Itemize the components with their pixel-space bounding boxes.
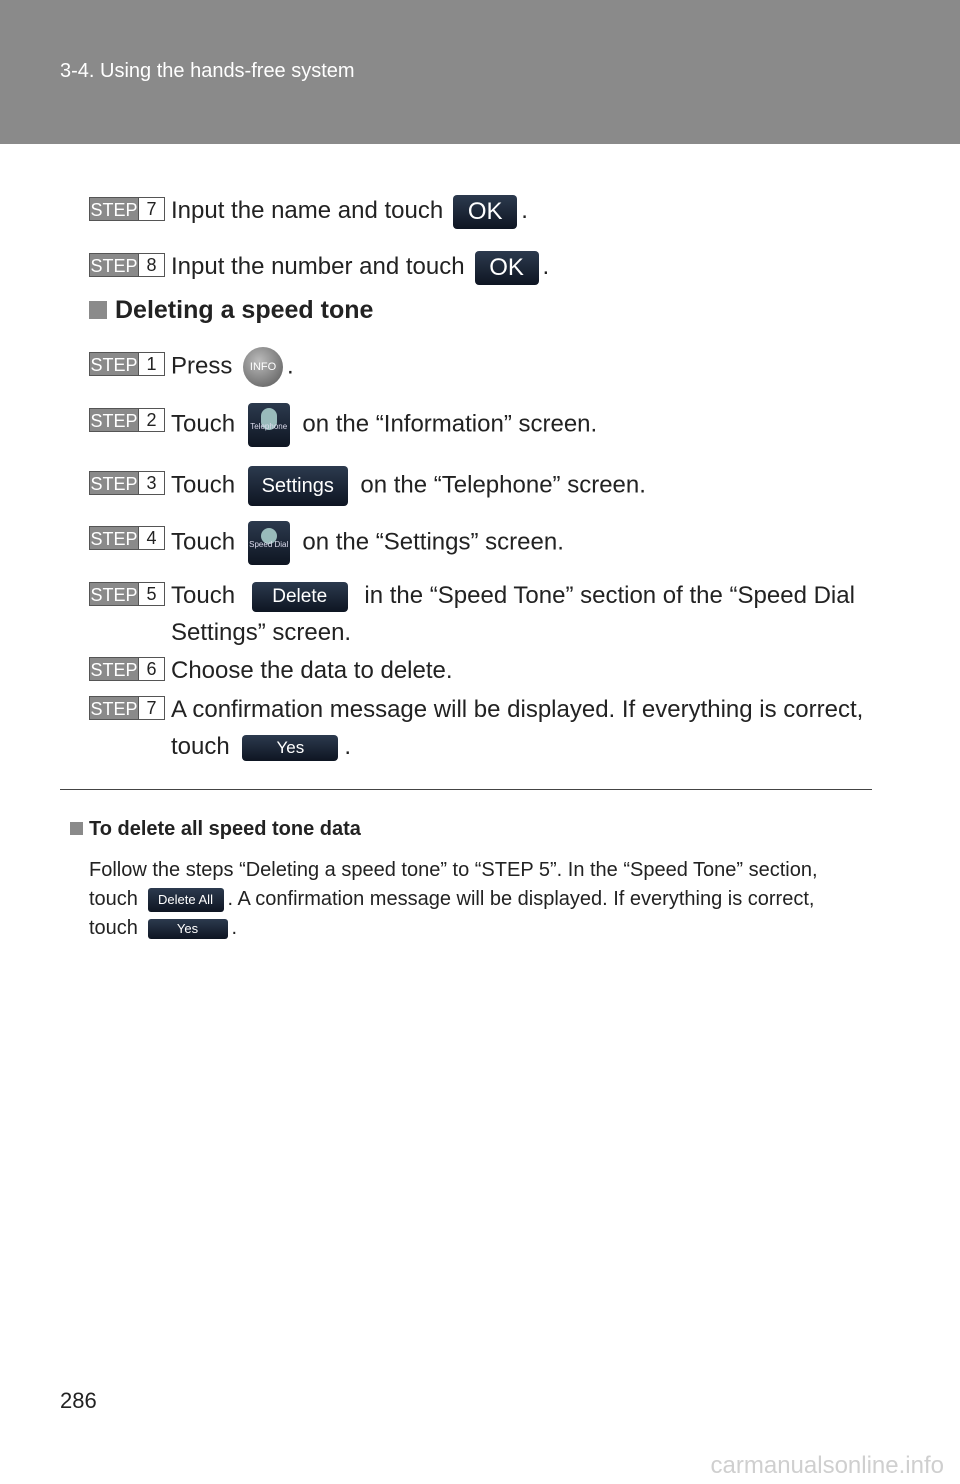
square-bullet-icon [70, 822, 83, 835]
yes-button[interactable]: Yes [242, 735, 338, 761]
section-heading: Deleting a speed tone [89, 296, 373, 325]
step-badge: STEP 7 [89, 696, 165, 720]
note-heading: To delete all speed tone data [70, 818, 361, 841]
page-number: 286 [60, 1388, 97, 1413]
step-badge: STEP 3 [89, 471, 165, 495]
step-badge: STEP 8 [89, 253, 165, 277]
page-header [0, 0, 960, 144]
ok-button[interactable]: OK [453, 195, 517, 229]
step-text: Input the name and touch [171, 197, 444, 224]
info-button-icon[interactable]: INFO [243, 347, 283, 387]
ok-button[interactable]: OK [475, 251, 539, 285]
step-badge: STEP 5 [89, 582, 165, 606]
step-badge: STEP 2 [89, 408, 165, 432]
yes-button[interactable]: Yes [148, 919, 228, 939]
step-badge: STEP 6 [89, 657, 165, 681]
settings-button[interactable]: Settings [248, 466, 348, 506]
section-title: 3-4. Using the hands-free system [60, 60, 355, 82]
step-text: Input the number and touch [171, 253, 465, 280]
divider [60, 789, 872, 790]
step-badge: STEP 4 [89, 526, 165, 550]
telephone-icon[interactable]: Telephone [248, 403, 290, 447]
note-body: Follow the steps “Deleting a speed tone” to “STEP 5”. In the “Speed Tone” section, touch Delete All . A confirmation message will be displayed. If everything is correct, touch Yes . [89, 859, 818, 939]
step-badge: STEP 1 [89, 352, 165, 376]
delete-button[interactable]: Delete [252, 582, 348, 612]
watermark: carmanualsonline.info [710, 1452, 944, 1479]
square-bullet-icon [89, 301, 107, 319]
delete-all-button[interactable]: Delete All [148, 888, 224, 912]
step-badge: STEP 7 [89, 197, 165, 221]
speed-dial-icon[interactable]: Speed Dial [248, 521, 290, 565]
